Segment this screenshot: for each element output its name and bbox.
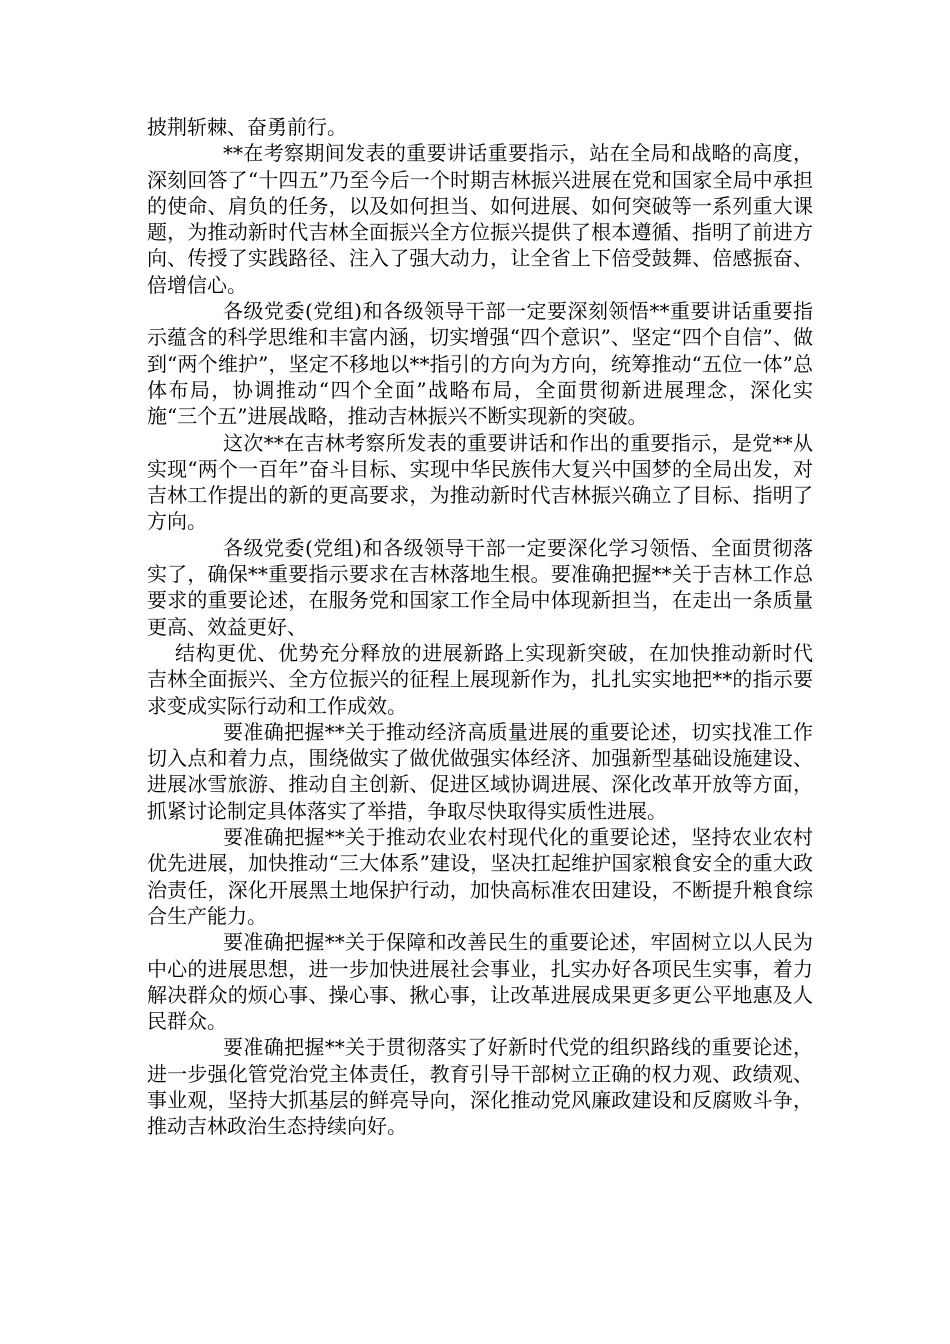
- paragraph-7: 要准确把握**关于推动经济高质量进展的重要论述，切实找准工作切入点和着力点，围绕做实了做优做强实体经济、加强新型基础设施建设、进展冰雪旅游、推动自主创新、促进区域协调进展、深化改革开放等方面，抓紧讨论制定具体落实了举措，争取尽快取得实质性进展。: [147, 719, 813, 823]
- paragraph-9: 要准确把握**关于保障和改善民生的重要论述，牢固树立以人民为中心的进展思想，进一步加快进展社会事业，扎实办好各项民生实事，着力解决群众的烦心事、操心事、揪心事，让改革进展成果更多更公平地惠及人民群众。: [147, 930, 813, 1034]
- paragraph-1: 披荆斩棘、奋勇前行。: [147, 115, 347, 139]
- paragraph-4: 这次**在吉林考察所发表的重要讲话和作出的重要指示，是党**从实现“两个一百年”奋斗目标、实现中华民族伟大复兴中国梦的全局出发，对吉林工作提出的新的更高要求，为推动新时代吉林振兴确立了目标、指明了方向。: [147, 430, 813, 534]
- paragraph-8: 要准确把握**关于推动农业农村现代化的重要论述，坚持农业农村优先进展，加快推动“三大体系”建设，坚决扛起维护国家粮食安全的重大政治责任，深化开展黑土地保护行动，加快高标准农田建设，不断提升粮食综合生产能力。: [147, 825, 813, 928]
- document-body: [147, 114, 813, 1140]
- paragraph-5: 各级党委(党组)和各级领导干部一定要深化学习领悟、全面贯彻落实了，确保**重要指示要求在吉林落地生根。要准确把握**关于吉林工作总要求的重要论述，在服务党和国家工作全局中体现新担当，在走出一条质量更高、效益更好、: [147, 535, 813, 639]
- paragraph-10: 要准确把握**关于贯彻落实了好新时代党的组织路线的重要论述，进一步强化管党治党主体责任，教育引导干部树立正确的权力观、政绩观、事业观，坚持大抓基层的鲜亮导向，深化推动党风廉政建设和反腐败斗争，推动吉林政治生态持续向好。: [147, 1035, 813, 1139]
- paragraph-6: 结构更优、优势充分释放的进展新路上实现新突破，在加快推动新时代吉林全面振兴、全方位振兴的征程上展现新作为，扎扎实实地把**的指示要求变成实际行动和工作成效。: [147, 640, 813, 718]
- paragraph-3: 各级党委(党组)和各级领导干部一定要深刻领悟**重要讲话重要指示蕴含的科学思维和丰富内涵，切实增强“四个意识”、坚定“四个自信”、做到“两个维护”，坚定不移地以**指引的方向为方向，统筹推动“五位一体”总体布局，协调推动“四个全面”战略布局，全面贯彻新进展理念，深化实施“三个五”进展战略，推动吉林振兴不断实现新的突破。: [147, 299, 813, 429]
- paragraph-2: **在考察期间发表的重要讲话重要指示，站在全局和战略的高度，深刻回答了“十四五”乃至今后一个时期吉林振兴进展在党和国家全局中承担的使命、肩负的任务，以及如何担当、如何进展、如何突破等一系列重大课题，为推动新时代吉林全面振兴全方位振兴提供了根本遵循、指明了前进方向、传授了实践路径、注入了强大动力，让全省上下倍受鼓舞、倍感振奋、倍增信心。: [147, 141, 813, 297]
